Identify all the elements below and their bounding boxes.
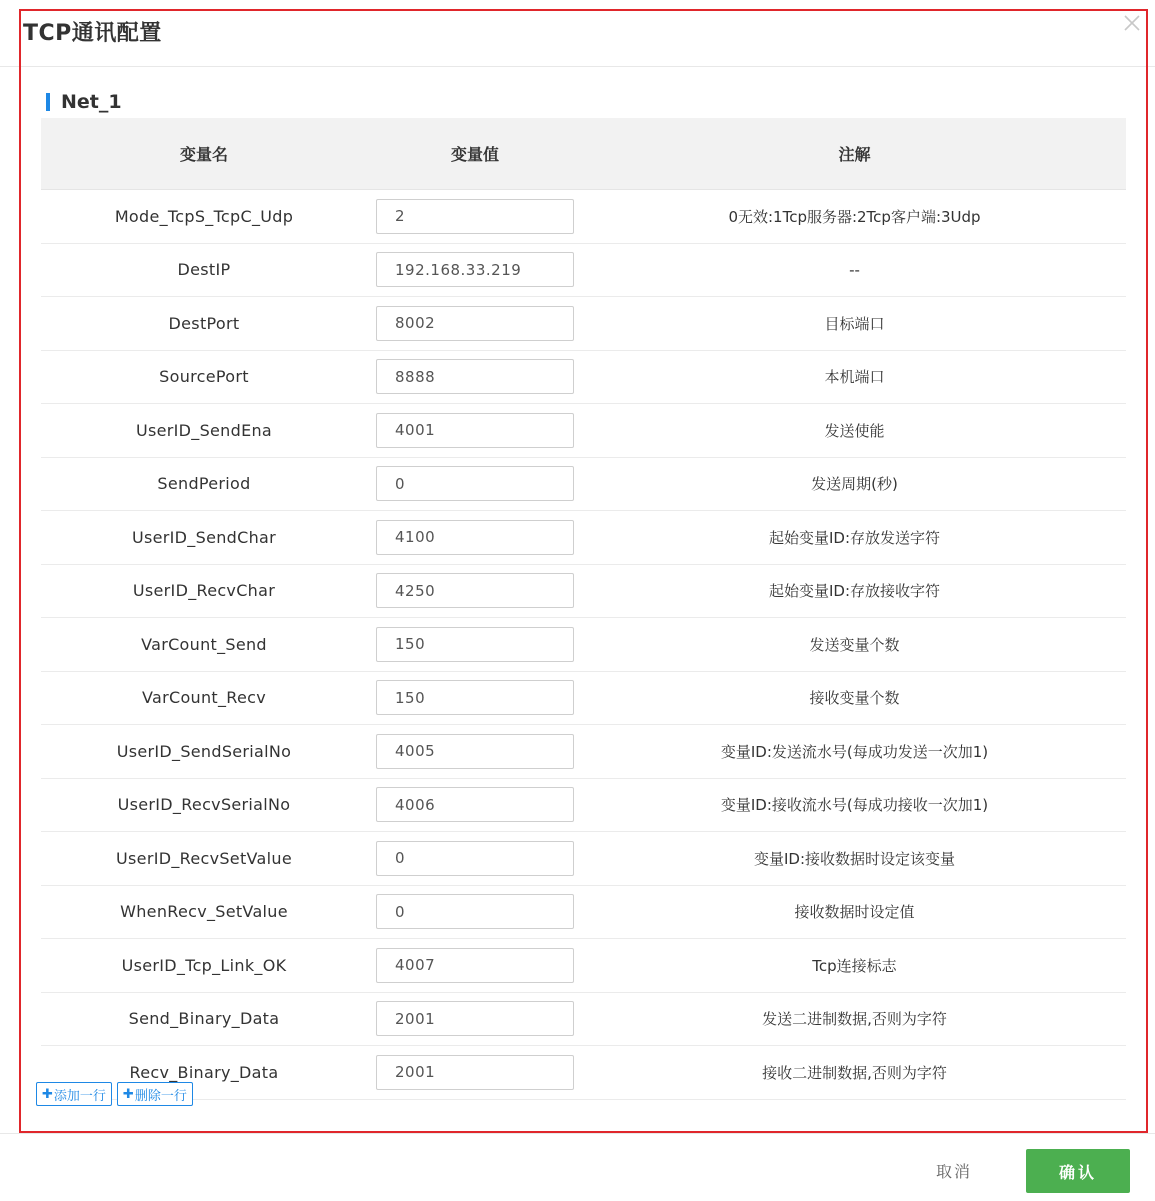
variable-value-cell — [367, 1001, 583, 1036]
variable-name: UserID_SendSerialNo — [116, 741, 292, 761]
header-variable-name: 变量名 — [179, 145, 228, 164]
variable-annotation: 接收变量个数 — [809, 689, 900, 708]
variable-value-cell — [367, 680, 583, 715]
variable-annotation: 接收数据时设定值 — [794, 903, 915, 922]
variable-value-cell — [367, 413, 583, 448]
variable-value-input[interactable] — [376, 948, 574, 983]
variable-annotation: 变量ID:接收数据时设定该变量 — [753, 849, 956, 868]
table-row — [41, 993, 1126, 1047]
variable-name: UserID_SendEna — [135, 420, 273, 440]
variable-annotation: 变量ID:接收流水号(每成功接收一次加1) — [720, 796, 989, 815]
variable-value-cell — [367, 787, 583, 822]
table-row — [41, 779, 1126, 833]
variable-value-cell — [367, 894, 583, 929]
dialog-header — [0, 0, 1155, 67]
variable-value-input[interactable] — [376, 466, 574, 501]
variable-table — [41, 118, 1126, 1100]
table-row — [41, 190, 1126, 244]
variable-name: UserID_Tcp_Link_OK — [121, 955, 287, 975]
table-row — [41, 1046, 1126, 1100]
delete-row-label: 删除一行 — [134, 1088, 187, 1104]
table-row — [41, 511, 1126, 565]
variable-annotation: 目标端口 — [824, 314, 885, 333]
variable-name: Mode_TcpS_TcpC_Udp — [114, 206, 294, 226]
variable-annotation: 起始变量ID:存放发送字符 — [768, 528, 941, 547]
variable-name: VarCount_Send — [141, 634, 267, 654]
variable-annotation: -- — [849, 260, 860, 279]
variable-value-cell — [367, 252, 583, 287]
delete-row-button[interactable] — [117, 1082, 193, 1106]
add-row-button[interactable] — [36, 1082, 112, 1106]
table-row — [41, 244, 1126, 298]
variable-value-input[interactable] — [376, 1055, 574, 1090]
variable-annotation: 起始变量ID:存放接收字符 — [768, 582, 941, 601]
variable-annotation: Tcp连接标志 — [812, 956, 897, 975]
table-row — [41, 404, 1126, 458]
header-variable-value: 变量值 — [450, 145, 499, 164]
variable-value-cell — [367, 466, 583, 501]
variable-value-input[interactable] — [376, 306, 574, 341]
variable-annotation: 发送二进制数据,否则为字符 — [762, 1010, 947, 1029]
variable-name: UserID_SendChar — [132, 527, 276, 547]
variable-value-cell — [367, 734, 583, 769]
variable-name: DestPort — [168, 313, 240, 333]
variable-name: UserID_RecvChar — [132, 581, 276, 601]
variable-name: Send_Binary_Data — [128, 1009, 280, 1029]
variable-value-input[interactable] — [376, 413, 574, 448]
header-annotation: 注解 — [838, 145, 871, 164]
variable-name: UserID_RecvSerialNo — [117, 795, 291, 815]
dialog-title: TCP通讯配置 — [23, 21, 162, 46]
variable-annotation: 本机端口 — [824, 368, 885, 387]
section-title: Net_1 — [61, 91, 122, 113]
variable-value-input[interactable] — [376, 199, 574, 234]
variable-value-cell — [367, 841, 583, 876]
variable-value-cell — [367, 359, 583, 394]
section-header — [46, 91, 122, 113]
variable-value-input[interactable] — [376, 734, 574, 769]
row-actions — [36, 1082, 193, 1106]
confirm-button[interactable]: 确认 — [1026, 1149, 1130, 1193]
variable-annotation: 变量ID:发送流水号(每成功发送一次加1) — [720, 742, 989, 761]
variable-value-input[interactable] — [376, 520, 574, 555]
variable-value-cell — [367, 306, 583, 341]
table-row — [41, 832, 1126, 886]
table-header — [41, 118, 1126, 190]
section-accent-bar — [46, 93, 50, 111]
variable-value-cell — [367, 627, 583, 662]
close-icon[interactable] — [1121, 12, 1143, 34]
table-row — [41, 939, 1126, 993]
variable-name: DestIP — [177, 260, 231, 280]
cancel-button[interactable]: 取消 — [935, 1161, 972, 1181]
table-row — [41, 458, 1126, 512]
plus-icon: ✚ — [122, 1086, 134, 1102]
variable-name: UserID_RecvSetValue — [116, 848, 292, 868]
variable-value-cell — [367, 1055, 583, 1090]
variable-annotation: 发送周期(秒) — [811, 475, 898, 494]
variable-name: SourcePort — [159, 367, 249, 387]
variable-value-input[interactable] — [376, 359, 574, 394]
table-row — [41, 297, 1126, 351]
variable-name: SendPeriod — [157, 474, 251, 494]
table-row — [41, 351, 1126, 405]
variable-name: Recv_Binary_Data — [129, 1062, 279, 1082]
add-row-label: 添加一行 — [53, 1088, 106, 1104]
table-body — [41, 190, 1126, 1100]
variable-value-input[interactable] — [376, 841, 574, 876]
table-row — [41, 565, 1126, 619]
variable-name: WhenRecv_SetValue — [120, 902, 288, 922]
variable-value-input[interactable] — [376, 894, 574, 929]
table-row — [41, 886, 1126, 940]
table-row — [41, 672, 1126, 726]
variable-value-input[interactable] — [376, 787, 574, 822]
variable-value-input[interactable] — [376, 627, 574, 662]
variable-annotation: 0无效:1Tcp服务器:2Tcp客户端:3Udp — [728, 207, 981, 226]
plus-icon: ✚ — [42, 1086, 53, 1102]
variable-value-input[interactable] — [376, 252, 574, 287]
variable-value-cell — [367, 199, 583, 234]
variable-value-cell — [367, 948, 583, 983]
table-row — [41, 725, 1126, 779]
variable-value-cell — [367, 573, 583, 608]
variable-annotation: 发送变量个数 — [809, 635, 900, 654]
variable-value-input[interactable] — [376, 1001, 574, 1036]
table-row — [41, 618, 1126, 672]
variable-value-input[interactable] — [376, 573, 574, 608]
variable-name: VarCount_Recv — [141, 688, 266, 708]
variable-value-cell — [367, 520, 583, 555]
variable-value-input[interactable] — [376, 680, 574, 715]
variable-annotation: 发送使能 — [824, 421, 885, 440]
variable-annotation: 接收二进制数据,否则为字符 — [762, 1063, 947, 1082]
